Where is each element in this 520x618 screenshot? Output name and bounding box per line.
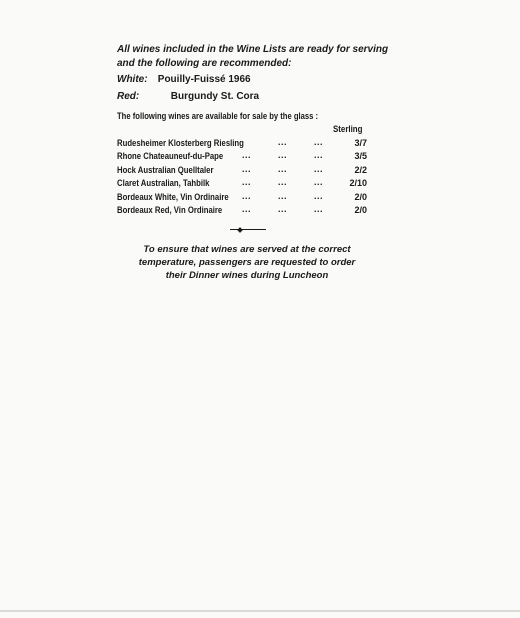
wine-price: 2/2: [354, 164, 367, 175]
serving-note: [130, 243, 364, 283]
divider-ornament: [237, 227, 243, 233]
intro-line-1: All wines included in the Wine Lists are ready for serving: [117, 44, 389, 55]
wine-row: [117, 151, 377, 164]
leader-dots: ...: [278, 190, 288, 201]
divider-line: [230, 229, 266, 230]
note-line-3: their Dinner wines during Luncheon: [165, 270, 329, 282]
wine-price: 3/5: [354, 151, 367, 162]
note-line-1: To ensure that wines are served at the correct: [143, 244, 351, 255]
leader-dots: ...: [242, 177, 252, 188]
leader-dots: ...: [278, 150, 288, 161]
page-bottom-edge: [0, 610, 520, 612]
intro-line-2: and the following are recommended:: [117, 58, 292, 69]
white-label: White:: [117, 74, 148, 85]
leader-dots: ...: [278, 177, 288, 188]
leader-dots: ...: [314, 150, 324, 161]
wine-name: Rhone Chateauneuf-du-Pape: [117, 151, 224, 162]
leader-dots: ...: [314, 177, 324, 188]
leader-dots: ...: [314, 203, 324, 214]
leader-dots: ...: [278, 163, 288, 174]
wine-price: 2/0: [354, 191, 367, 202]
wine-row: [117, 192, 377, 205]
recommended-white: [117, 74, 251, 85]
currency-header: Sterling: [333, 124, 363, 134]
white-value: Pouilly-Fuissé 1966: [157, 74, 251, 85]
wine-row: [117, 178, 377, 191]
wine-row: [117, 165, 377, 178]
wine-price: 2/10: [349, 178, 367, 189]
note-line-2: temperature, passengers are requested to order: [138, 257, 356, 269]
intro-text: [117, 43, 388, 71]
leader-dots: ...: [242, 203, 252, 214]
glass-intro: The following wines are available for sale by the glass :: [117, 111, 319, 121]
wine-row: [117, 138, 377, 151]
wine-list: [117, 138, 377, 218]
wine-price: 2/0: [354, 204, 367, 215]
wine-name: Rudesheimer Klosterberg Riesling: [117, 138, 244, 148]
leader-dots: ...: [242, 150, 252, 161]
leader-dots: ...: [242, 163, 252, 174]
wine-name: Hock Australian Quelltaler: [117, 164, 214, 175]
leader-dots: ...: [314, 190, 324, 201]
wine-name: Bordeaux White, Vin Ordinaire: [117, 191, 229, 202]
leader-dots: ...: [278, 137, 288, 147]
red-label: Red:: [117, 91, 140, 102]
wine-price: 3/7: [354, 138, 367, 148]
leader-dots: ...: [278, 203, 288, 214]
red-value: Burgundy St. Cora: [170, 91, 260, 102]
wine-name: Bordeaux Red, Vin Ordinaire: [117, 204, 223, 215]
leader-dots: ...: [242, 190, 252, 201]
leader-dots: ...: [314, 137, 324, 147]
leader-dots: ...: [314, 163, 324, 174]
wine-row: [117, 205, 377, 218]
recommended-red: [117, 91, 259, 102]
wine-name: Claret Australian, Tahbilk: [117, 178, 210, 189]
